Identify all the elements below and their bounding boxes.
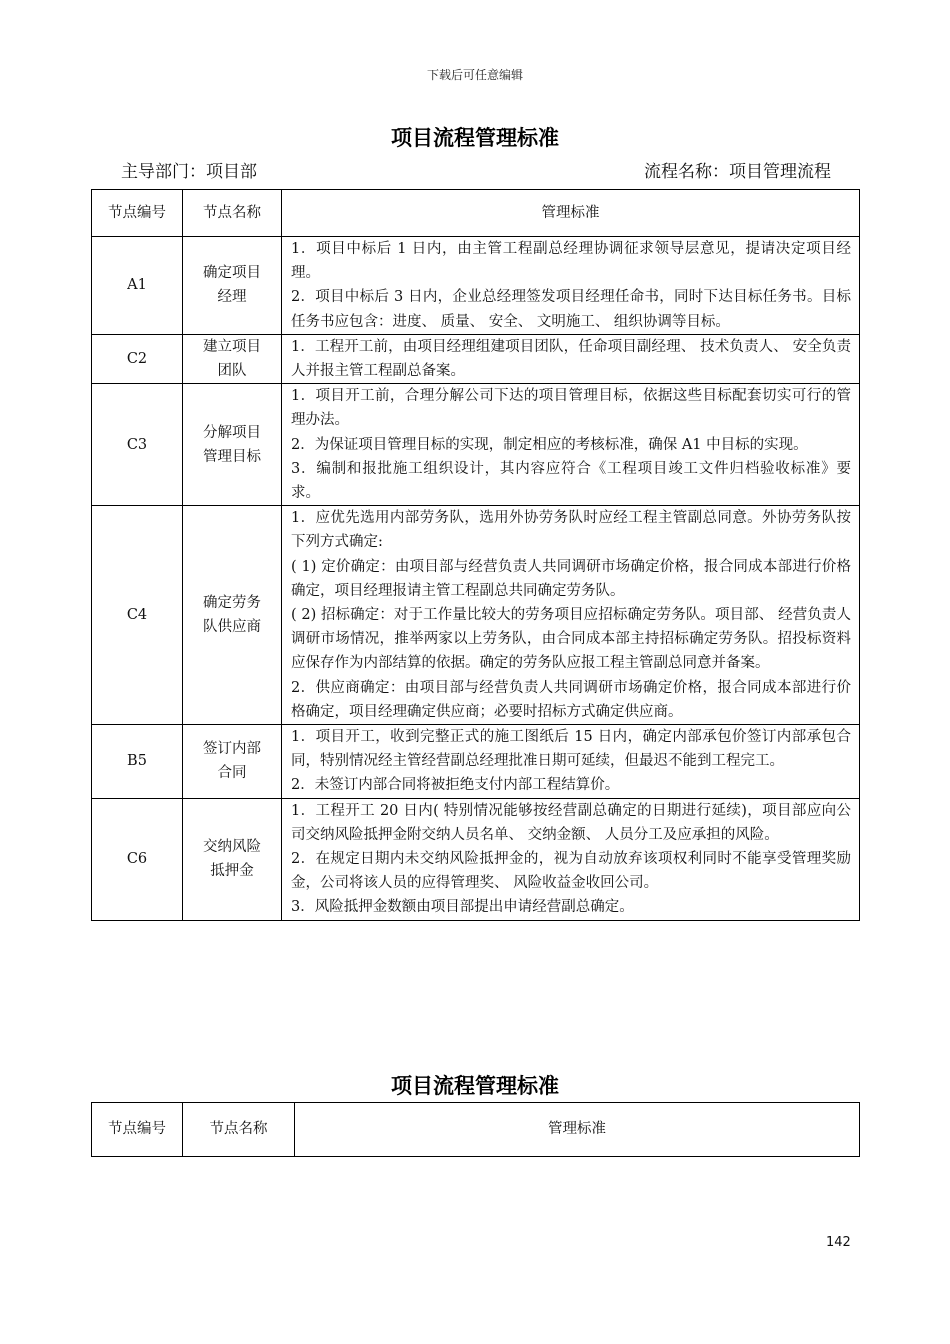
node-name-line: 经理: [217, 289, 247, 306]
standards-table-continued: [91, 1102, 860, 1157]
standard-item: 2．供应商确定：由项目部与经营负责人共同调研市场确定价格，报合同成本部进行价格确定，项目经理确定供应商；必要时招标方式确定供应商。: [291, 679, 851, 720]
standard-item: 2．在规定日期内未交纳风险抵押金的，视为自动放弃该项权利同时不能享受管理奖励金，公司将该人员的应得管理奖、 风险收益金收回公司。: [291, 851, 851, 892]
node-name: [183, 506, 282, 725]
node-name-line: 交纳风险: [203, 838, 261, 855]
node-code: B5: [92, 725, 183, 799]
department-label: 主导部门：: [121, 162, 206, 182]
standard-item: 3．风险抵押金数额由项目部提出申请经营副总确定。: [291, 899, 634, 916]
node-name-line: 确定劳务: [203, 594, 261, 611]
standard-item: 1．工程开工前，由项目经理组建项目团队，任命项目副经理、 技术负责人、 安全负责人并报主管工程副总备案。: [291, 338, 851, 380]
standard-text: [282, 334, 860, 383]
standard-item: 2．为保证项目管理目标的实现，制定相应的考核标准，确保 A1 中目标的实现。: [291, 436, 808, 453]
standard-text: [282, 725, 860, 799]
process-info: [644, 157, 831, 182]
download-note: 下载后可任意编辑: [426, 68, 523, 82]
page-number: 142: [826, 1235, 851, 1250]
standard-item: 1．项目开工前，合理分解公司下达的项目管理目标，依据这些目标配套切实可行的管理办法。: [291, 388, 851, 429]
standard-item: 3．编制和报批施工组织设计，其内容应符合《工程项目竣工文件归档验收标准》要求。: [291, 460, 851, 502]
standard-item: 2．项目中标后 3 日内，企业总经理签发项目经理任命书，同时下达目标任务书。目标任务书应包含：进度、 质量、 安全、 文明施工、 组织协调等目标。: [291, 289, 851, 330]
node-code: C2: [92, 334, 183, 383]
node-code: C3: [92, 384, 183, 506]
header-node-code: 节点编号: [92, 190, 183, 237]
second-page-title: 项目流程管理标准: [391, 1074, 559, 1098]
node-name-line: 队供应商: [203, 619, 261, 636]
table-row: [92, 237, 860, 335]
node-code: C6: [92, 798, 183, 920]
node-name-line: 合同: [217, 765, 247, 782]
table-row: [92, 798, 860, 920]
node-name: [183, 237, 282, 335]
standard-item: 2．未签订内部合同将被拒绝支付内部工程结算价。: [291, 777, 620, 794]
node-code: A1: [92, 237, 183, 335]
standard-text: [282, 798, 860, 920]
process-value: 项目管理流程: [729, 162, 831, 182]
department-value: 项目部: [206, 162, 257, 182]
node-name-line: 签订内部: [203, 741, 261, 758]
node-name-line: 分解项目: [203, 424, 261, 441]
node-name: [183, 384, 282, 506]
standard-item: 1．应优先选用内部劳务队，选用外协劳务队时应经工程主管副总同意。外协劳务队按下列方式确定:: [291, 510, 851, 551]
standards-table: [91, 189, 860, 921]
table-row: [92, 506, 860, 725]
node-name-line: 抵押金: [210, 863, 254, 880]
node-name-line: 团队: [217, 363, 247, 380]
standard-text: [282, 237, 860, 335]
standard-item: 1．工程开工 20 日内( 特别情况能够按经营副总确定的日期进行延续)，项目部应向公司交纳风险抵押金附交纳人员名单、 交纳金额、 人员分工及应承担的风险。: [291, 802, 851, 843]
standard-text: [282, 506, 860, 725]
header-standard: 管理标准: [295, 1103, 860, 1157]
header-node-name: 节点名称: [183, 190, 282, 237]
standard-item: ( 1) 定价确定：由项目部与经营负责人共同调研市场确定价格，报合同成本部进行价格确定，项目经理报请主管工程副总共同确定劳务队。: [291, 558, 851, 599]
header-node-name: 节点名称: [183, 1103, 295, 1157]
header-node-code: 节点编号: [92, 1103, 183, 1157]
department-info: [121, 157, 257, 182]
table-header-row: [92, 1103, 860, 1157]
node-code: C4: [92, 506, 183, 725]
meta-row: [121, 157, 831, 181]
node-name: [183, 725, 282, 799]
page-title: 项目流程管理标准: [391, 126, 559, 150]
table-row: [92, 384, 860, 506]
node-name-line: 管理目标: [203, 448, 261, 465]
table-header-row: [92, 190, 860, 237]
standard-item: ( 2) 招标确定：对于工作量比较大的劳务项目应招标确定劳务队。项目部、 经营负责人调研市场情况，推举两家以上劳务队，由合同成本部主持招标确定劳务队。招投标资料应保存作为内部结算的依据。确定的劳务队应报工程主管副总同意并备案。: [291, 607, 851, 672]
table-row: [92, 725, 860, 799]
table-row: [92, 334, 860, 383]
node-name-line: 建立项目: [203, 338, 261, 355]
standard-text: [282, 384, 860, 506]
header-standard: 管理标准: [282, 190, 860, 237]
node-name: [183, 334, 282, 383]
node-name: [183, 798, 282, 920]
process-label: 流程名称：: [644, 162, 729, 182]
standard-item: 1．项目开工，收到完整正式的施工图纸后 15 日内，确定内部承包价签订内部承包合同，特别情况经主管经营副总经理批准日期可延续，但最迟不能到工程完工。: [291, 729, 851, 770]
node-name-line: 确定项目: [203, 265, 261, 282]
standard-item: 1．项目中标后 1 日内，由主管工程副总经理协调征求领导层意见，提请决定项目经理。: [291, 241, 851, 282]
